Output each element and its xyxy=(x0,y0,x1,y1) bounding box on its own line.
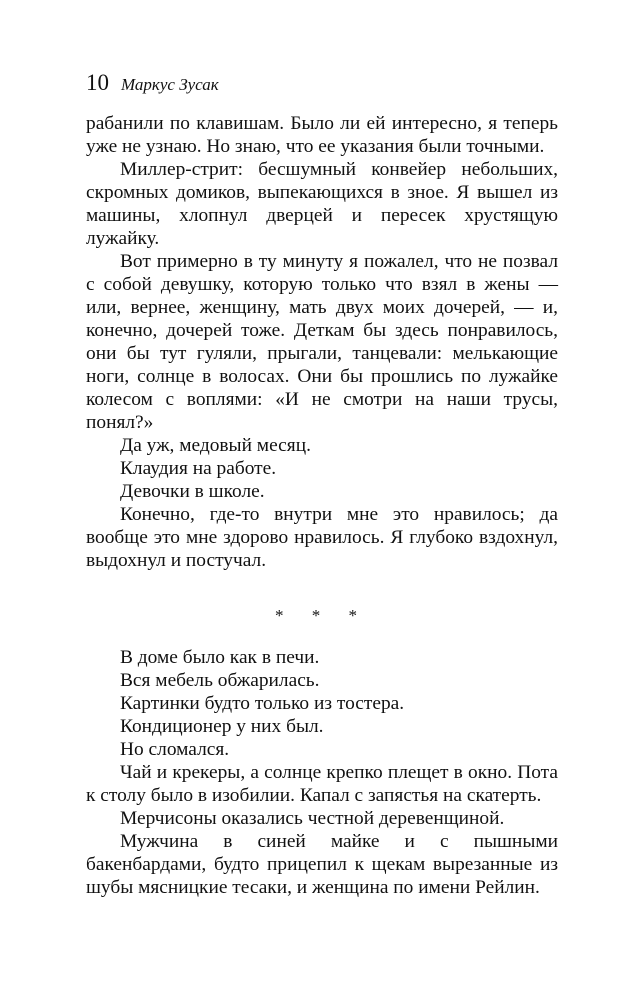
paragraph: Конечно, где-то внутри мне это нравилось; да вообще это мне здорово нравилось. Я глубоко вздохнул, выдохнул и постучал. xyxy=(86,504,558,571)
paragraph: Вся мебель обжарилась. xyxy=(120,670,320,691)
paragraph: Мужчина в синей майке и с пышными бакенбардами, будто прицепил к щекам вырезанные из шубы мясницкие тесаки, и женщина по имени Рейлин. xyxy=(86,831,558,898)
page-number: 10 xyxy=(86,70,109,95)
paragraph: Девочки в школе. xyxy=(120,481,265,502)
body-text xyxy=(86,112,558,899)
paragraph-continuation: рабанили по клавишам. Было ли ей интересно, я теперь уже не узнаю. Но знаю, что ее указания были точными. xyxy=(86,113,558,157)
paragraph: Кондиционер у них был. xyxy=(120,716,324,737)
paragraph: Миллер-стрит: бесшумный конвейер небольших, скромных домиков, выпекающихся в зное. Я вышел из машины, хлопнул дверцей и пересек хрустящую лужайку. xyxy=(86,159,558,249)
page-header xyxy=(86,70,558,104)
paragraph: Да уж, медовый месяц. xyxy=(120,435,311,456)
paragraph: Чай и крекеры, а солнце крепко плещет в окно. Пота к столу было в изобилии. Капал с запястья на скатерть. xyxy=(86,762,558,806)
paragraph: Но сломался. xyxy=(120,739,230,760)
paragraph: Мерчисоны оказались честной деревенщиной. xyxy=(120,808,505,829)
paragraph: Вот примерно в ту минуту я пожалел, что не позвал с собой девушку, которую только что взял в жены — или, вернее, женщину, мать двух моих дочерей, — и, конечно, дочерей тоже. Деткам бы здесь понравилось, они бы тут гуляли, прыгали, танцевали: мелькающие ноги, солнце в волосах. Они бы прошлись по лужайке колесом с воплями: «И не смотри на наши трусы, понял?» xyxy=(86,251,558,433)
paragraph: В доме было как в печи. xyxy=(120,647,320,668)
paragraph: Клаудия на работе. xyxy=(120,458,277,479)
paragraph: Картинки будто только из тостера. xyxy=(120,693,405,714)
running-title-author: Маркус Зусак xyxy=(121,75,219,94)
book-page xyxy=(86,70,558,899)
section-separator: * * * xyxy=(275,606,369,625)
